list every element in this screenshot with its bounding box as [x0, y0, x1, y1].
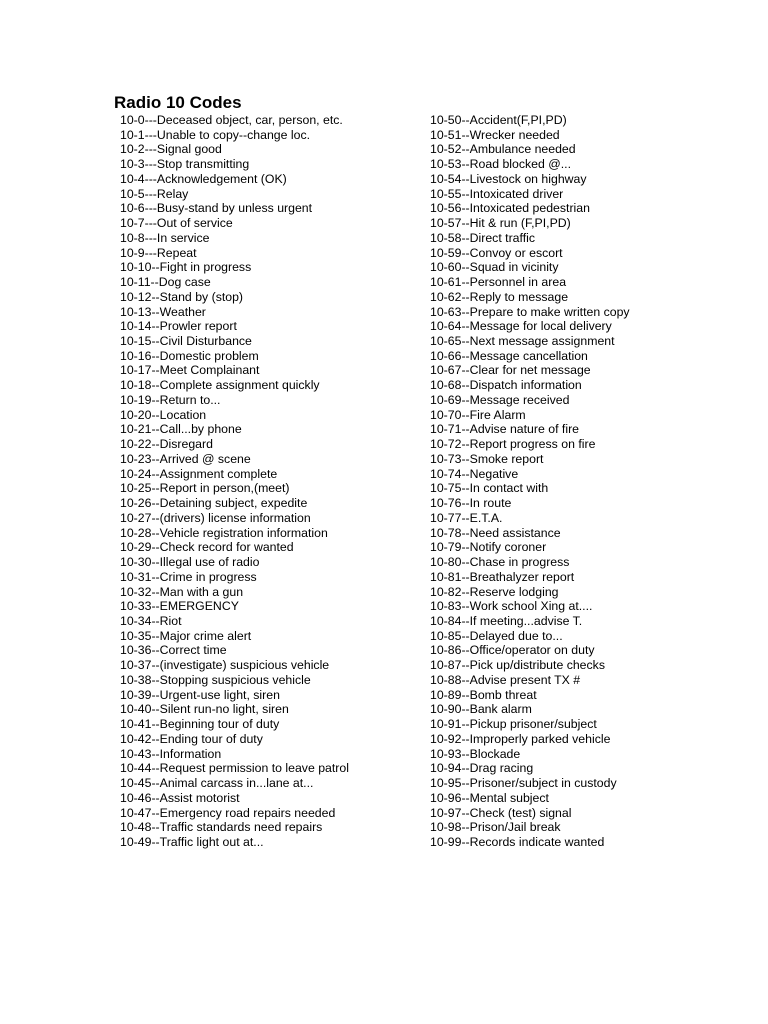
code-entry: 10-39--Urgent-use light, siren: [120, 687, 280, 702]
code-entry: 10-50--Accident(F,PI,PD): [430, 113, 567, 127]
code-entry: 10-72--Report progress on fire: [430, 437, 596, 452]
code-entry: 10-22--Disregard: [120, 437, 213, 452]
code-entry: 10-23--Arrived @ scene: [120, 451, 251, 466]
code-entry: 10-18--Complete assignment quickly: [120, 378, 320, 393]
code-entry: 10-78--Need assistance: [430, 525, 561, 540]
code-entry: 10-86--Office/operator on duty: [430, 643, 595, 658]
code-entry: 10-7---Out of service: [120, 216, 233, 231]
code-entry: 10-25--Report in person,(meet): [120, 481, 290, 496]
code-entry: 10-31--Crime in progress: [120, 569, 257, 584]
code-entry: 10-14--Prowler report: [120, 319, 237, 334]
code-entry: 10-97--Check (test) signal: [430, 805, 572, 820]
code-entry: 10-49--Traffic light out at...: [120, 834, 264, 849]
code-entry: 10-48--Traffic standards need repairs: [120, 820, 323, 835]
code-entry: 10-17--Meet Complainant: [120, 363, 260, 378]
code-entry: 10-87--Pick up/distribute checks: [430, 658, 605, 673]
code-entry: 10-90--Bank alarm: [430, 702, 532, 717]
code-entry: 10-94--Drag racing: [430, 761, 534, 776]
code-entry: 10-95--Prisoner/subject in custody: [430, 776, 617, 791]
code-entry: 10-42--Ending tour of duty: [120, 731, 263, 746]
code-entry: 10-77--E.T.A.: [430, 510, 503, 525]
code-entry: 10-60--Squad in vicinity: [430, 260, 559, 275]
code-entry: 10-4---Acknowledgement (OK): [120, 171, 287, 186]
code-entry: 10-74--Negative: [430, 466, 519, 481]
code-entry: 10-92--Improperly parked vehicle: [430, 731, 611, 746]
code-entry: 10-24--Assignment complete: [120, 466, 278, 481]
code-entry: 10-96--Mental subject: [430, 790, 549, 805]
code-entry: 10-6---Busy-stand by unless urgent: [120, 201, 313, 216]
code-entry: 10-61--Personnel in area: [430, 275, 567, 290]
code-entry: 10-85--Delayed due to...: [430, 628, 563, 643]
code-entry: 10-81--Breathalyzer report: [430, 569, 575, 584]
code-entry: 10-30--Illegal use of radio: [120, 555, 260, 570]
code-entry: 10-98--Prison/Jail break: [430, 820, 561, 835]
code-entry: 10-40--Silent run-no light, siren: [120, 702, 289, 717]
code-entry: 10-54--Livestock on highway: [430, 171, 587, 186]
right-code-column: [430, 113, 630, 850]
code-entry: 10-57--Hit & run (F,PI,PD): [430, 216, 571, 231]
code-entry: 10-68--Dispatch information: [430, 378, 582, 393]
code-entry: 10-89--Bomb threat: [430, 687, 537, 702]
code-entry: 10-3---Stop transmitting: [120, 157, 250, 172]
code-entry: 10-2---Signal good: [120, 142, 222, 157]
code-entry: 10-20--Location: [120, 407, 207, 422]
code-entry: 10-0---Deceased object, car, person, etc.: [120, 113, 343, 127]
code-entry: 10-88--Advise present TX #: [430, 672, 581, 687]
code-entry: 10-45--Animal carcass in...lane at...: [120, 776, 314, 791]
code-entry: 10-84--If meeting...advise T.: [430, 613, 583, 628]
code-entry: 10-99--Records indicate wanted: [430, 834, 605, 849]
code-entry: 10-19--Return to...: [120, 392, 221, 407]
code-entry: 10-38--Stopping suspicious vehicle: [120, 672, 311, 687]
code-entry: 10-11--Dog case: [120, 275, 211, 290]
code-entry: 10-13--Weather: [120, 304, 206, 319]
code-entry: 10-5---Relay: [120, 186, 189, 201]
page-title: Radio 10 Codes: [114, 93, 242, 112]
code-entry: 10-21--Call...by phone: [120, 422, 242, 437]
code-entry: 10-59--Convoy or escort: [430, 245, 563, 260]
code-entry: 10-62--Reply to message: [430, 289, 569, 304]
code-entry: 10-58--Direct traffic: [430, 230, 536, 245]
code-entry: 10-75--In contact with: [430, 481, 549, 496]
code-entry: 10-76--In route: [430, 496, 512, 511]
code-entry: 10-65--Next message assignment: [430, 334, 615, 349]
code-entry: 10-47--Emergency road repairs needed: [120, 805, 336, 820]
code-entry: 10-51--Wrecker needed: [430, 127, 560, 142]
code-entry: 10-35--Major crime alert: [120, 628, 252, 643]
code-entry: 10-93--Blockade: [430, 746, 521, 761]
code-entry: 10-28--Vehicle registration information: [120, 525, 328, 540]
code-entry: 10-9---Repeat: [120, 245, 197, 260]
code-entry: 10-41--Beginning tour of duty: [120, 717, 280, 732]
code-entry: 10-12--Stand by (stop): [120, 289, 244, 304]
code-entry: 10-64--Message for local delivery: [430, 319, 612, 334]
code-entry: 10-82--Reserve lodging: [430, 584, 559, 599]
code-entry: 10-69--Message received: [430, 392, 570, 407]
code-entry: 10-56--Intoxicated pedestrian: [430, 201, 590, 216]
code-entry: 10-34--Riot: [120, 613, 182, 628]
code-entry: 10-15--Civil Disturbance: [120, 334, 252, 349]
code-entry: 10-46--Assist motorist: [120, 790, 240, 805]
code-entry: 10-10--Fight in progress: [120, 260, 252, 275]
code-entry: 10-1---Unable to copy--change loc.: [120, 127, 311, 142]
code-entry: 10-8---In service: [120, 230, 210, 245]
code-entry: 10-33--EMERGENCY: [120, 599, 239, 614]
code-entry: 10-91--Pickup prisoner/subject: [430, 717, 597, 732]
code-entry: 10-26--Detaining subject, expedite: [120, 496, 308, 511]
code-entry: 10-71--Advise nature of fire: [430, 422, 580, 437]
code-entry: 10-36--Correct time: [120, 643, 227, 658]
code-entry: 10-53--Road blocked @...: [430, 157, 571, 172]
code-entry: 10-79--Notify coroner: [430, 540, 547, 555]
code-entry: 10-66--Message cancellation: [430, 348, 588, 363]
code-entry: 10-16--Domestic problem: [120, 348, 259, 363]
code-entry: 10-70--Fire Alarm: [430, 407, 526, 422]
code-entry: 10-27--(drivers) license information: [120, 510, 311, 525]
code-entry: 10-63--Prepare to make written copy: [430, 304, 630, 319]
left-code-column: [120, 113, 349, 850]
code-entry: 10-80--Chase in progress: [430, 555, 570, 570]
code-entry: 10-43--Information: [120, 746, 222, 761]
code-entry: 10-37--(investigate) suspicious vehicle: [120, 658, 330, 673]
code-entry: 10-83--Work school Xing at....: [430, 599, 593, 614]
code-entry: 10-67--Clear for net message: [430, 363, 591, 378]
code-entry: 10-32--Man with a gun: [120, 584, 244, 599]
code-entry: 10-44--Request permission to leave patrol: [120, 761, 349, 776]
code-entry: 10-55--Intoxicated driver: [430, 186, 564, 201]
code-entry: 10-73--Smoke report: [430, 451, 544, 466]
code-entry: 10-52--Ambulance needed: [430, 142, 576, 157]
code-entry: 10-29--Check record for wanted: [120, 540, 294, 555]
